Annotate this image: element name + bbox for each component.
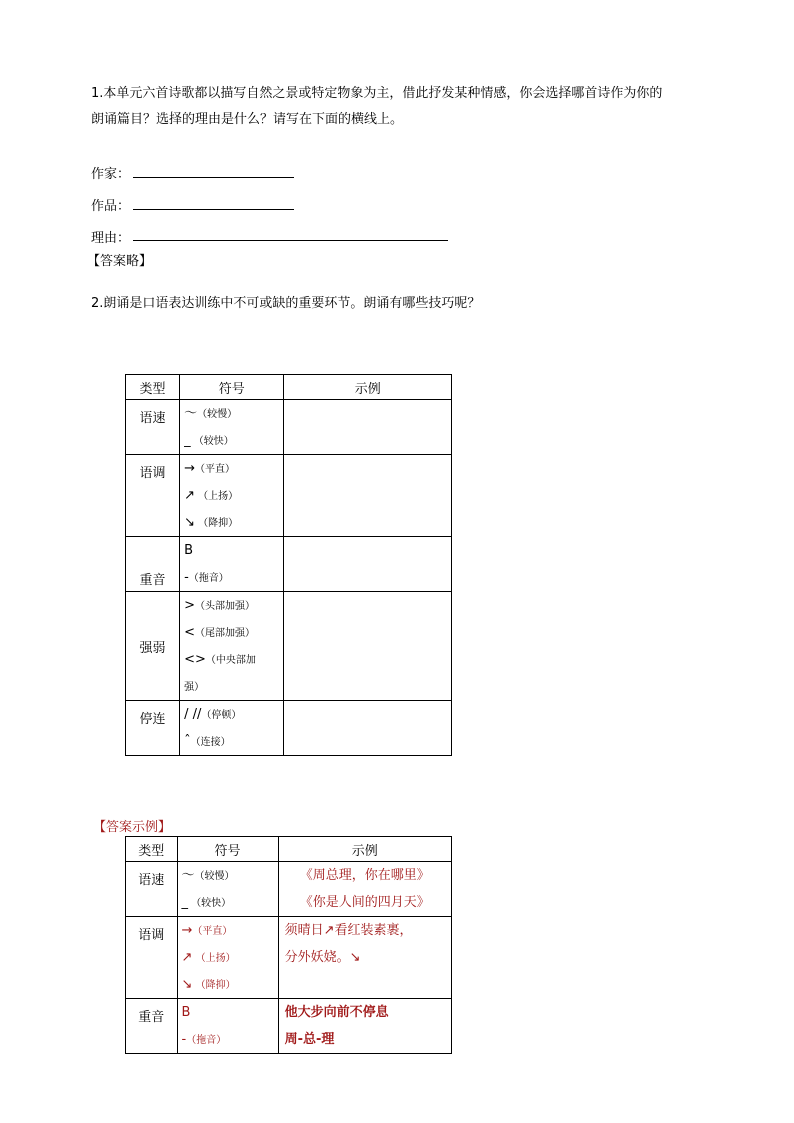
example-poem-1: 《周总理，你在哪里》 xyxy=(299,868,430,883)
slow-symbol: ～ xyxy=(184,406,198,421)
example-stress-2: 周-总-理 xyxy=(284,1032,335,1047)
table-row xyxy=(126,592,452,701)
header-symbol: 符号 xyxy=(177,837,278,862)
type-cell: 停连 xyxy=(126,701,180,756)
head-strong-symbol: > xyxy=(184,598,195,613)
question-2-text: 2.朗诵是口语表达训练中不可或缺的重要环节。朗诵有哪些技巧呢？ xyxy=(91,296,481,311)
falling-desc: （降抑） xyxy=(195,518,239,529)
symbol-cell: ～（较慢） _ （较快） xyxy=(177,862,278,917)
table-header-row xyxy=(126,837,452,862)
stress-symbol: B xyxy=(184,543,194,558)
tail-strong-symbol: < xyxy=(184,625,195,640)
falling-symbol: ↘ xyxy=(184,515,195,530)
table-row xyxy=(126,862,452,917)
example-stress-1: 他大步向前不停息 xyxy=(284,1005,389,1020)
symbol-cell xyxy=(180,592,284,701)
header-type: 类型 xyxy=(126,837,178,862)
example-cell[interactable] xyxy=(284,537,452,592)
type-cell: 语速 xyxy=(126,862,178,917)
link-symbol: ˆ xyxy=(184,734,191,749)
question-1-line-1: 1.本单元六首诗歌都以描写自然之景或特定物象为主，借此抒发某种情感，你会选择哪首诗作为你的 xyxy=(91,86,663,101)
head-strong-desc: （头部加强） xyxy=(195,601,255,612)
example-intonation-1: 须晴日↗看红装素裹， xyxy=(284,923,413,938)
header-example: 示例 xyxy=(284,375,452,400)
center-strong-symbol: <> xyxy=(184,652,206,667)
link-desc: （连接） xyxy=(190,737,231,748)
example-cell[interactable] xyxy=(284,592,452,701)
center-strong-desc: （中央部加 xyxy=(205,655,256,666)
type-cell: 语调 xyxy=(126,917,178,999)
table-row xyxy=(126,400,452,455)
reason-label: 理由： xyxy=(91,231,131,246)
symbol-cell: →（平直） ↗ （上扬） ↘ （降抑） xyxy=(177,917,278,999)
answer-example-table xyxy=(125,836,452,1054)
table-row xyxy=(126,917,452,999)
drag-symbol: - xyxy=(184,570,189,585)
pause-desc: （停顿） xyxy=(201,710,242,721)
rising-desc: （上扬） xyxy=(195,491,239,502)
type-cell: 重音 xyxy=(126,537,180,592)
type-cell: 强弱 xyxy=(126,592,180,701)
example-poem-2: 《你是人间的四月天》 xyxy=(299,895,430,910)
header-example: 示例 xyxy=(278,837,451,862)
type-cell: 语速 xyxy=(126,400,180,455)
table-row xyxy=(126,701,452,756)
tail-strong-desc: （尾部加强） xyxy=(195,628,255,639)
table-header-row xyxy=(126,375,452,400)
header-type: 类型 xyxy=(126,375,180,400)
drag-desc: （拖音） xyxy=(188,573,229,584)
example-intonation-2: 分外妖娆。↘ xyxy=(284,950,361,965)
symbol-cell: B -（拖音） xyxy=(177,999,278,1054)
reason-blank-line[interactable] xyxy=(133,240,448,241)
slow-desc: （较慢） xyxy=(197,409,238,420)
symbol-cell xyxy=(180,455,284,537)
type-cell: 重音 xyxy=(126,999,178,1054)
fast-desc: （较快） xyxy=(190,436,234,447)
fast-symbol: _ xyxy=(184,433,191,448)
table-row xyxy=(126,455,452,537)
work-label: 作品： xyxy=(91,199,131,214)
table-row xyxy=(126,999,452,1054)
example-cell xyxy=(278,917,451,999)
example-cell xyxy=(278,999,451,1054)
symbol-cell xyxy=(180,701,284,756)
answer-omitted: 【答案略】 xyxy=(87,254,153,269)
techniques-table xyxy=(125,374,452,756)
question-1-line-2: 朗诵篇目？选择的理由是什么？请写在下面的横线上。 xyxy=(91,112,404,127)
example-cell[interactable] xyxy=(284,400,452,455)
answer-example-title: 【答案示例】 xyxy=(93,820,172,835)
header-symbol: 符号 xyxy=(180,375,284,400)
example-cell[interactable] xyxy=(284,455,452,537)
example-cell[interactable] xyxy=(284,701,452,756)
symbol-cell xyxy=(180,537,284,592)
rising-symbol: ↗ xyxy=(184,488,195,503)
symbol-cell xyxy=(180,400,284,455)
center-strong-desc-cont: 强） xyxy=(184,682,205,693)
author-blank-line[interactable] xyxy=(133,177,294,178)
work-blank-line[interactable] xyxy=(133,209,294,210)
table-row xyxy=(126,537,452,592)
author-label: 作家： xyxy=(91,167,131,182)
flat-symbol: → xyxy=(184,461,195,476)
flat-desc: （平直） xyxy=(195,464,235,475)
pause-symbol: / // xyxy=(184,707,202,722)
example-cell xyxy=(278,862,451,917)
type-cell: 语调 xyxy=(126,455,180,537)
